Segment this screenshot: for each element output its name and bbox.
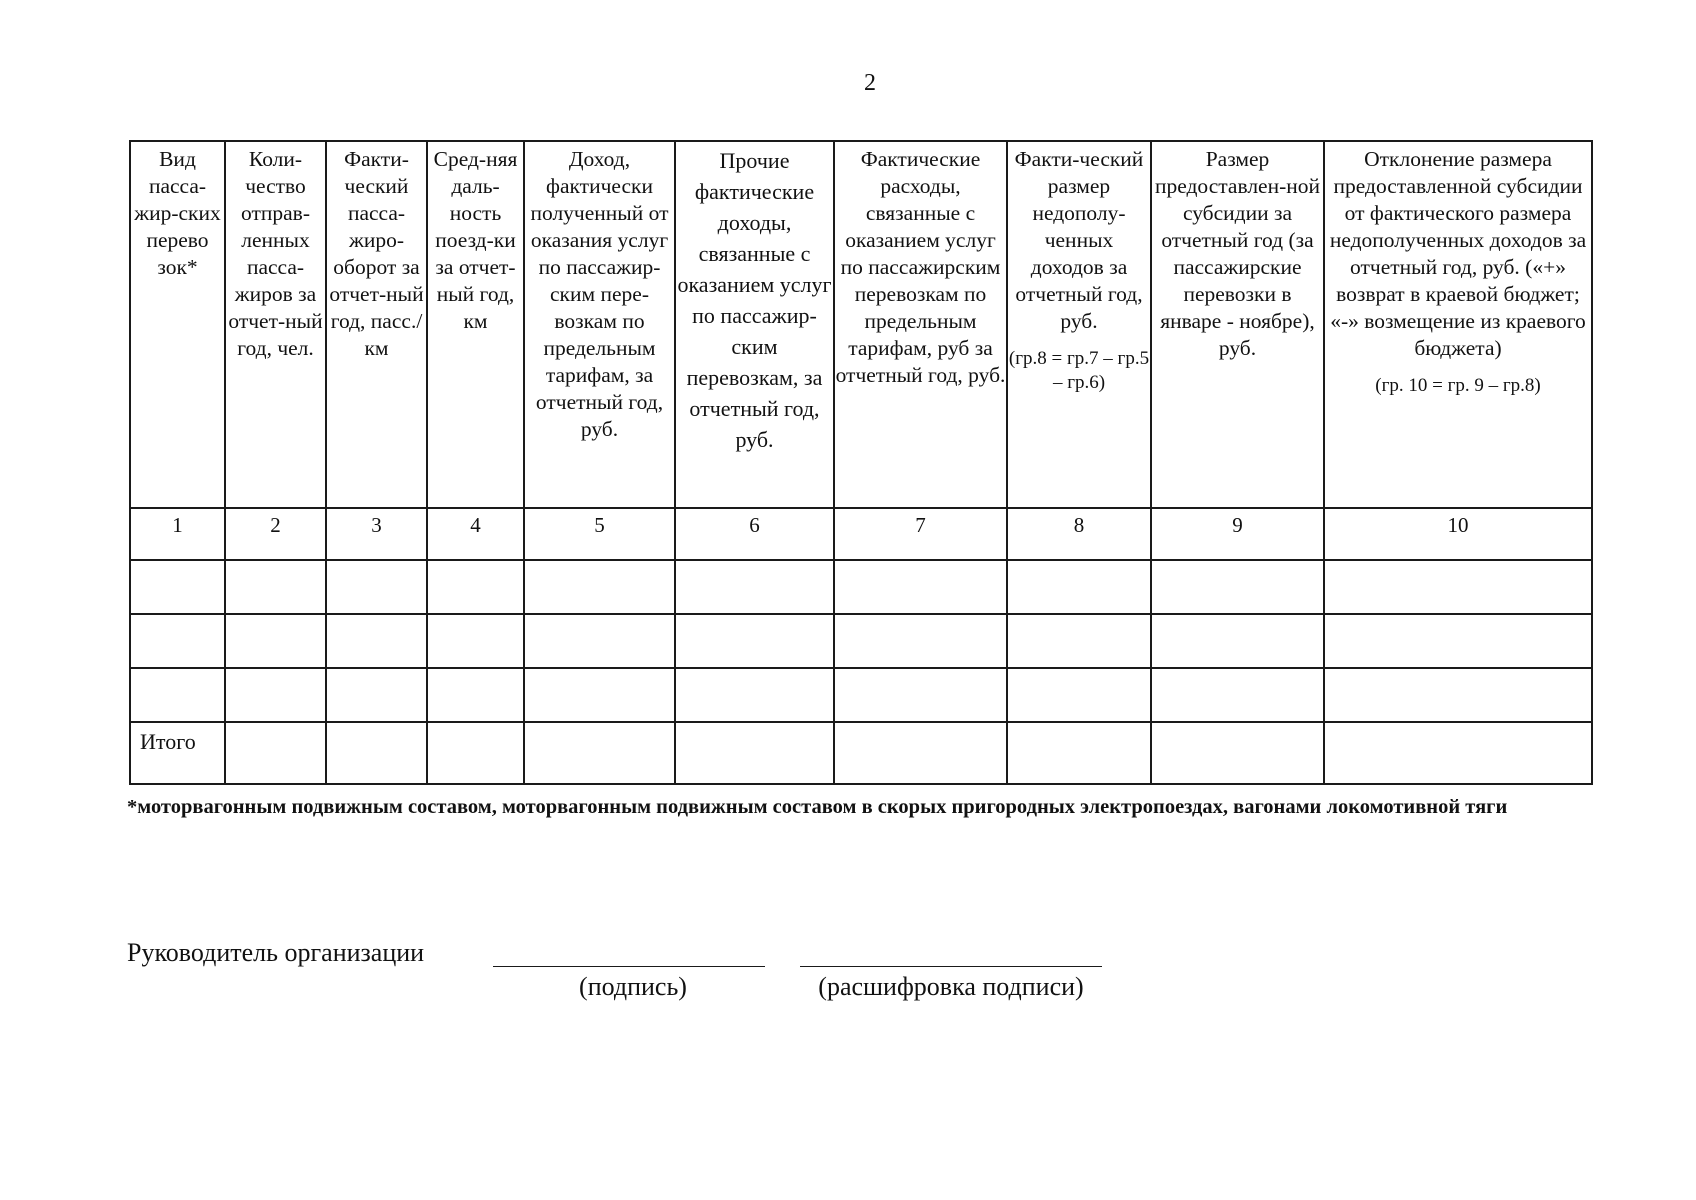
empty-cell[interactable]	[225, 668, 326, 722]
empty-cell[interactable]	[130, 560, 225, 614]
empty-cell[interactable]	[675, 614, 834, 668]
table-row	[130, 614, 1592, 668]
column-number-row	[130, 508, 1592, 560]
empty-cell[interactable]	[524, 668, 675, 722]
total-row	[130, 722, 1592, 784]
empty-cell[interactable]	[1151, 614, 1324, 668]
header-col-2: Коли-чество отправ-ленных пасса-жиров за отчет-ный год, чел.	[225, 141, 326, 508]
empty-cell[interactable]	[130, 614, 225, 668]
header-col-10: Отклонение размера предоставленной субсидии от фактического размера недополученных доходов за отчетный год, руб. («+» возврат в краевой бюджет; «-» возмещение из краевого бюджета) (гр. 10 = гр. 9 – гр.8)	[1324, 141, 1592, 508]
empty-cell[interactable]	[1324, 722, 1592, 784]
empty-cell[interactable]	[326, 722, 427, 784]
empty-cell[interactable]	[1007, 668, 1151, 722]
empty-cell[interactable]	[225, 614, 326, 668]
empty-cell[interactable]	[834, 614, 1007, 668]
column-number: 7	[834, 508, 1007, 560]
empty-cell[interactable]	[427, 614, 524, 668]
column-number: 1	[130, 508, 225, 560]
signature-label: Руководитель организации	[127, 938, 425, 967]
column-number: 2	[225, 508, 326, 560]
empty-cell[interactable]	[675, 668, 834, 722]
empty-cell[interactable]	[1151, 722, 1324, 784]
total-label: Итого	[130, 722, 225, 784]
column-number: 9	[1151, 508, 1324, 560]
signature-caption: (подпись)	[579, 972, 687, 1001]
empty-cell[interactable]	[326, 668, 427, 722]
empty-cell[interactable]	[225, 560, 326, 614]
header-col-4: Сред-няя даль-ность поезд-ки за отчет-ный год, км	[427, 141, 524, 508]
column-number: 4	[427, 508, 524, 560]
table-row	[130, 560, 1592, 614]
header-col-1: Вид пасса-жир-ских перево зок*	[130, 141, 225, 508]
column-number: 10	[1324, 508, 1592, 560]
empty-cell[interactable]	[225, 722, 326, 784]
header-col-6: Прочие фактические доходы, связанные с оказанием услуг по пассажир-ским перевозкам, за отчетный год, руб.	[675, 141, 834, 508]
signature-transcript-line[interactable]	[800, 966, 1102, 967]
empty-cell[interactable]	[524, 722, 675, 784]
header-col-5: Доход, фактически полученный от оказания услуг по пассажир-ским пере-возкам по предельным тарифам, за отчетный год, руб.	[524, 141, 675, 508]
formula-col-10: (гр. 10 = гр. 9 – гр.8)	[1375, 375, 1541, 396]
empty-cell[interactable]	[1324, 560, 1592, 614]
empty-cell[interactable]	[427, 560, 524, 614]
header-col-3: Факти-ческий пасса-жиро-оборот за отчет-ный год, пасс./ км	[326, 141, 427, 508]
empty-cell[interactable]	[1324, 668, 1592, 722]
empty-cell[interactable]	[524, 560, 675, 614]
column-number: 3	[326, 508, 427, 560]
empty-cell[interactable]	[130, 668, 225, 722]
empty-cell[interactable]	[326, 614, 427, 668]
empty-cell[interactable]	[1007, 560, 1151, 614]
header-col-9: Размер предоставлен-ной субсидии за отчетный год (за пассажирские перевозки в январе - ноябре), руб.	[1151, 141, 1324, 508]
empty-cell[interactable]	[1151, 560, 1324, 614]
table-row	[130, 668, 1592, 722]
signature-line[interactable]	[493, 966, 765, 967]
column-number: 8	[1007, 508, 1151, 560]
empty-cell[interactable]	[1007, 722, 1151, 784]
header-row	[130, 141, 1592, 508]
empty-cell[interactable]	[1151, 668, 1324, 722]
page-number: 2	[864, 70, 876, 96]
header-col-7: Фактические расходы, связанные с оказанием услуг по пассажирским перевозкам по предельным тарифам, руб за отчетный год, руб.	[834, 141, 1007, 508]
formula-col-8: (гр.8 = гр.7 – гр.5 – гр.6)	[1008, 348, 1150, 393]
empty-cell[interactable]	[427, 668, 524, 722]
report-table	[129, 140, 1593, 785]
empty-cell[interactable]	[675, 560, 834, 614]
empty-cell[interactable]	[1007, 614, 1151, 668]
empty-cell[interactable]	[834, 722, 1007, 784]
empty-cell[interactable]	[834, 668, 1007, 722]
empty-cell[interactable]	[427, 722, 524, 784]
empty-cell[interactable]	[326, 560, 427, 614]
empty-cell[interactable]	[675, 722, 834, 784]
column-number: 5	[524, 508, 675, 560]
signature-transcript-caption: (расшифровка подписи)	[818, 972, 1084, 1001]
footnote: *моторвагонным подвижным составом, моторвагонным подвижным составом в скорых пригородных электропоездах, вагонами локомотивной тяги	[127, 796, 1508, 818]
empty-cell[interactable]	[1324, 614, 1592, 668]
header-col-8: Факти-ческий размер недополу-ченных доходов за отчетный год, руб. (гр.8 = гр.7 – гр.5 – гр.6)	[1007, 141, 1151, 508]
empty-cell[interactable]	[834, 560, 1007, 614]
empty-cell[interactable]	[524, 614, 675, 668]
column-number: 6	[675, 508, 834, 560]
